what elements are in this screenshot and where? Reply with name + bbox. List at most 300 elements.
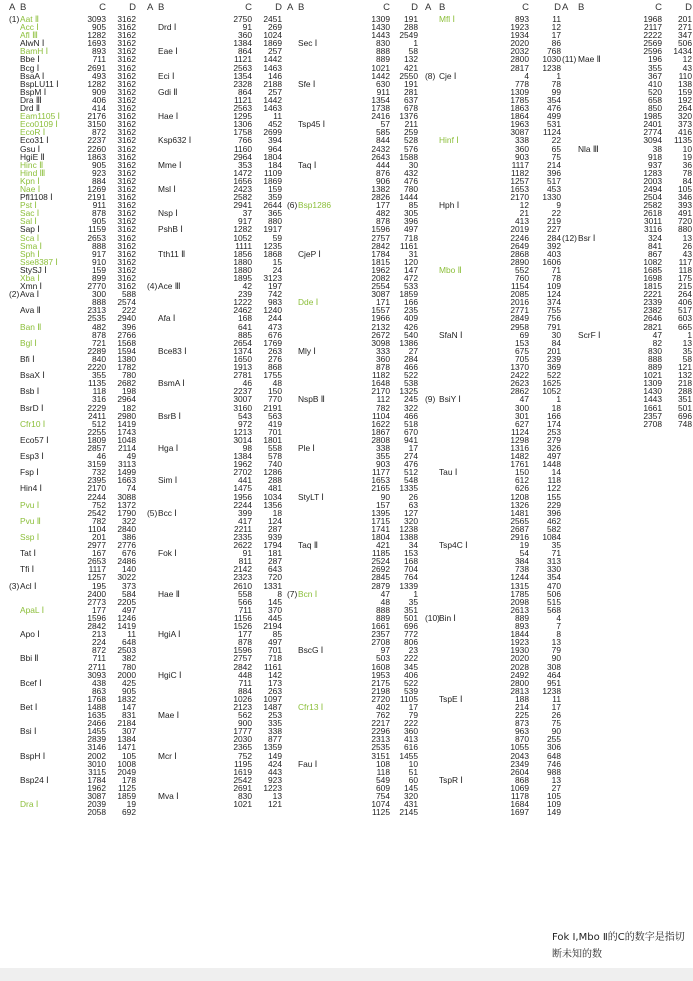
value-d: 768 <box>547 46 561 57</box>
group-number <box>147 72 158 80</box>
group-number <box>147 225 158 233</box>
value-d: 540 <box>404 329 418 340</box>
value-c: 1930 <box>510 645 529 656</box>
header-b: B <box>20 2 27 13</box>
enzyme-name <box>578 128 634 136</box>
value-d: 26 <box>408 491 418 502</box>
table-row <box>425 185 561 193</box>
value-c: 2839 <box>87 734 106 745</box>
value-d: 307 <box>122 726 136 737</box>
group-number <box>147 266 158 274</box>
value-d: 718 <box>404 232 418 243</box>
value-c: 520 <box>648 86 662 97</box>
table-row <box>147 517 282 525</box>
enzyme-name <box>439 242 495 250</box>
value-d: 1419 <box>117 621 136 632</box>
table-row <box>287 250 418 258</box>
enzyme-name <box>439 760 495 768</box>
enzyme-name: Tsp45 Ⅰ <box>298 119 326 130</box>
group-number <box>147 541 158 549</box>
group-number <box>147 687 158 695</box>
enzyme-name <box>298 47 354 55</box>
table-row <box>147 711 282 719</box>
value-c: 2842 <box>371 240 390 251</box>
enzyme-name <box>298 136 354 144</box>
group-number <box>147 776 158 784</box>
table-row <box>425 47 561 55</box>
table-row <box>147 509 282 517</box>
header-c: C <box>655 2 662 13</box>
table-row <box>287 549 418 557</box>
group-number <box>147 250 158 258</box>
table-row <box>287 557 418 565</box>
enzyme-name <box>158 768 218 776</box>
table-row <box>425 404 561 412</box>
value-c: 3010 <box>87 758 106 769</box>
group-number <box>425 225 439 233</box>
table-row <box>425 331 561 339</box>
enzyme-name <box>439 225 495 233</box>
enzyme-name <box>158 395 218 403</box>
value-d: 17 <box>551 30 561 41</box>
table-row <box>287 258 418 266</box>
enzyme-name <box>578 161 634 169</box>
group-number <box>287 565 298 573</box>
value-c: 893 <box>515 14 529 24</box>
value-c: 195 <box>92 580 106 591</box>
value-d: 2191 <box>263 402 282 413</box>
value-c: 884 <box>92 175 106 186</box>
value-c: 355 <box>376 451 390 462</box>
value-d: 696 <box>404 621 418 632</box>
value-d: 8 <box>277 588 282 599</box>
table-row <box>562 96 692 104</box>
table-row <box>147 185 282 193</box>
enzyme-name <box>298 573 354 581</box>
enzyme-name <box>439 622 495 630</box>
value-c: 1785 <box>510 588 529 599</box>
group-number <box>562 290 578 298</box>
table-row <box>425 525 561 533</box>
table-row <box>147 719 282 727</box>
value-d: 253 <box>547 426 561 437</box>
value-c: 2082 <box>371 273 390 283</box>
group-number <box>287 606 298 614</box>
value-d: 253 <box>268 710 282 721</box>
value-d: 264 <box>678 289 692 300</box>
value-d: 396 <box>122 321 136 332</box>
value-c: 1804 <box>371 532 390 542</box>
table-row <box>147 760 282 768</box>
enzyme-name <box>578 395 634 403</box>
group-number <box>425 792 439 800</box>
table-row <box>287 298 418 306</box>
value-d: 2964 <box>117 394 136 405</box>
header-d: D <box>275 2 282 13</box>
enzyme-name <box>158 533 218 541</box>
enzyme-name <box>439 509 495 517</box>
value-c: 1934 <box>510 30 529 41</box>
enzyme-name <box>578 274 634 282</box>
table-row <box>287 444 418 452</box>
value-c: 893 <box>92 46 106 57</box>
table-row <box>147 727 282 735</box>
value-c: 300 <box>515 402 529 413</box>
enzyme-name: ApaL Ⅰ <box>20 604 45 615</box>
value-c: 367 <box>648 70 662 81</box>
group-number <box>425 541 439 549</box>
value-c: 1815 <box>643 281 662 292</box>
value-d: 1048 <box>117 434 136 445</box>
header-c: C <box>245 2 252 13</box>
enzyme-name <box>298 104 354 112</box>
enzyme-name: BsaA Ⅰ <box>20 70 45 81</box>
enzyme-name <box>578 80 634 88</box>
value-d: 84 <box>682 175 692 186</box>
enzyme-name <box>158 484 218 492</box>
enzyme-name: Sma Ⅰ <box>20 240 43 251</box>
value-d: 1869 <box>263 38 282 49</box>
value-d: 3162 <box>117 208 136 219</box>
table-row <box>287 379 418 387</box>
value-c: 19 <box>519 540 529 551</box>
table-row <box>287 128 418 136</box>
enzyme-name <box>158 638 218 646</box>
enzyme-name <box>20 760 74 768</box>
enzyme-name <box>298 355 354 363</box>
group-number <box>425 371 439 379</box>
value-d: 121 <box>678 362 692 373</box>
table-row <box>425 436 561 444</box>
value-c: 3116 <box>643 224 662 235</box>
value-d: 3162 <box>117 111 136 122</box>
value-d: 1868 <box>263 248 282 259</box>
value-c: 1809 <box>87 434 106 445</box>
value-c: 2416 <box>371 111 390 122</box>
value-d: 421 <box>404 62 418 73</box>
enzyme-name <box>439 209 495 217</box>
value-d: 676 <box>122 548 136 559</box>
group-number <box>147 671 158 679</box>
value-c: 811 <box>238 556 252 567</box>
enzyme-name <box>158 760 218 768</box>
enzyme-name <box>298 23 354 31</box>
value-c: 876 <box>376 167 390 178</box>
value-c: 2708 <box>371 637 390 648</box>
group-number <box>9 250 20 258</box>
enzyme-name: TspR Ⅰ <box>439 774 463 785</box>
value-d: 153 <box>404 548 418 559</box>
value-d: 603 <box>678 313 692 324</box>
enzyme-name: Kpn Ⅰ <box>20 175 40 186</box>
value-d: 1487 <box>263 701 282 712</box>
value-c: 1354 <box>371 94 390 105</box>
value-d: 1330 <box>542 192 561 203</box>
value-d: 1325 <box>399 386 418 397</box>
group-number <box>287 428 298 436</box>
group-number <box>147 768 158 776</box>
value-c: 1863 <box>510 103 529 114</box>
value-d: 27 <box>551 782 561 793</box>
enzyme-name <box>439 306 495 314</box>
enzyme-name <box>439 743 495 751</box>
value-d: 3162 <box>117 167 136 178</box>
value-d: 539 <box>404 685 418 696</box>
group-number <box>287 703 298 711</box>
table-row <box>287 703 418 711</box>
table-row <box>287 428 418 436</box>
table-row <box>562 282 692 290</box>
enzyme-name: BspM Ⅰ <box>20 86 47 97</box>
value-c: 923 <box>92 167 106 178</box>
group-number <box>147 517 158 525</box>
table-row <box>425 395 561 403</box>
value-c: 503 <box>376 653 390 664</box>
group-number <box>147 153 158 161</box>
value-c: 1619 <box>233 766 252 777</box>
group-number <box>9 47 20 55</box>
group-number <box>287 711 298 719</box>
value-c: 159 <box>92 264 106 275</box>
group-number <box>287 509 298 517</box>
group-number <box>425 735 439 743</box>
group-number <box>425 719 439 727</box>
value-d: 105 <box>678 183 692 194</box>
value-c: 782 <box>376 402 390 413</box>
value-c: 2323 <box>233 572 252 583</box>
value-d: 147 <box>404 264 418 275</box>
table-row <box>287 727 418 735</box>
value-d: 14 <box>551 467 561 478</box>
group-number <box>9 331 20 339</box>
enzyme-name <box>439 646 495 654</box>
value-d: 501 <box>404 612 418 623</box>
group-number <box>147 711 158 719</box>
value-d: 3162 <box>117 224 136 235</box>
value-d: 780 <box>404 183 418 194</box>
value-c: 903 <box>376 459 390 470</box>
value-c: 1111 <box>235 240 252 251</box>
value-d: 1448 <box>542 459 561 470</box>
table-row <box>562 104 692 112</box>
table-row <box>287 169 418 177</box>
value-d: 770 <box>268 394 282 405</box>
value-d: 538 <box>404 378 418 389</box>
value-d: 2188 <box>263 78 282 89</box>
group-number <box>562 88 578 96</box>
group-number <box>9 314 20 322</box>
value-d: 497 <box>268 637 282 648</box>
table-row <box>562 242 692 250</box>
enzyme-name <box>439 711 495 719</box>
value-d: 780 <box>122 370 136 381</box>
value-c: 482 <box>376 208 390 219</box>
enzyme-name <box>439 153 495 161</box>
value-c: 711 <box>238 604 252 615</box>
enzyme-name: BspH Ⅰ <box>20 750 46 761</box>
group-number: (9) <box>425 394 436 405</box>
group-number <box>287 80 298 88</box>
value-c: 2211 <box>233 523 252 534</box>
value-c: 3087 <box>510 127 529 138</box>
table-row <box>562 234 692 242</box>
table-row <box>147 679 282 687</box>
table-row <box>147 23 282 31</box>
table-row <box>287 614 418 622</box>
group-number <box>287 630 298 638</box>
group-number <box>9 266 20 274</box>
value-c: 778 <box>515 78 529 89</box>
table-row <box>287 743 418 751</box>
table-row <box>147 549 282 557</box>
table-row <box>147 387 282 395</box>
group-number: (10) <box>425 612 440 623</box>
group-number <box>9 217 20 225</box>
value-d: 432 <box>404 167 418 178</box>
table-row <box>425 428 561 436</box>
group-number <box>287 185 298 193</box>
table-row <box>9 452 136 460</box>
value-c: 2043 <box>510 750 529 761</box>
enzyme-name <box>298 735 354 743</box>
value-c: 188 <box>515 693 529 704</box>
table-row <box>562 355 692 363</box>
group-number <box>287 784 298 792</box>
enzyme-name <box>439 484 495 492</box>
enzyme-name <box>158 606 218 614</box>
value-c: 2708 <box>643 418 662 429</box>
enzyme-name <box>439 663 495 671</box>
value-d: 746 <box>547 758 561 769</box>
value-d: 403 <box>547 248 561 259</box>
value-d: 1832 <box>117 693 136 704</box>
value-d: 149 <box>268 750 282 761</box>
value-d: 780 <box>122 661 136 672</box>
group-number <box>147 743 158 751</box>
enzyme-name: Ban Ⅱ <box>20 321 42 332</box>
group-number <box>147 371 158 379</box>
value-c: 1182 <box>371 370 390 381</box>
value-d: 13 <box>551 637 561 648</box>
table-row <box>425 217 561 225</box>
table-row <box>287 800 418 808</box>
table-row <box>147 323 282 331</box>
group-number <box>287 598 298 606</box>
value-c: 1488 <box>87 701 106 712</box>
value-d: 692 <box>122 807 136 818</box>
enzyme-name <box>298 379 354 387</box>
table-row <box>287 776 418 784</box>
enzyme-name <box>158 323 218 331</box>
value-d: 109 <box>547 281 561 292</box>
table-row <box>425 711 561 719</box>
value-d: 26 <box>682 240 692 251</box>
table-row <box>287 363 418 371</box>
enzyme-name <box>158 727 218 735</box>
value-c: 1656 <box>233 175 252 186</box>
enzyme-name: Pst Ⅰ <box>20 200 37 211</box>
group-number <box>9 509 20 517</box>
value-d: 370 <box>268 604 282 615</box>
table-row <box>147 47 282 55</box>
group-number <box>147 630 158 638</box>
table-row <box>147 484 282 492</box>
value-d: 110 <box>678 70 692 81</box>
value-c: 1880 <box>233 264 252 275</box>
value-c: 2422 <box>510 370 529 381</box>
value-c: 1154 <box>510 281 529 292</box>
value-d: 394 <box>268 135 282 146</box>
value-c: 2964 <box>233 151 252 162</box>
value-d: 3162 <box>117 46 136 57</box>
value-d: 354 <box>547 94 561 105</box>
enzyme-name <box>578 363 634 371</box>
value-c: 1963 <box>510 119 529 130</box>
enzyme-name: Ksp632 Ⅰ <box>158 135 192 146</box>
enzyme-name <box>298 404 354 412</box>
value-d: 118 <box>678 264 692 275</box>
value-c: 2623 <box>510 378 529 389</box>
value-c: 1026 <box>233 693 252 704</box>
enzyme-name <box>439 145 495 153</box>
value-d: 85 <box>272 629 282 640</box>
value-d: 58 <box>408 46 418 57</box>
table-row <box>9 703 136 711</box>
group-number <box>425 347 439 355</box>
value-d: 10 <box>682 143 692 154</box>
enzyme-name: Tth11 Ⅱ <box>158 248 186 259</box>
value-c: 1282 <box>233 224 252 235</box>
value-c: 2003 <box>643 175 662 186</box>
value-c: 911 <box>376 86 390 97</box>
table-row <box>287 266 418 274</box>
value-d: 1859 <box>399 289 418 300</box>
table-row <box>562 15 692 23</box>
group-number <box>287 72 298 80</box>
group-number <box>287 347 298 355</box>
value-d: 1804 <box>263 151 282 162</box>
enzyme-name <box>439 727 495 735</box>
group-number <box>147 55 158 63</box>
table-row <box>287 654 418 662</box>
value-c: 1635 <box>87 710 106 721</box>
enzyme-name <box>298 598 354 606</box>
value-d: 1471 <box>117 742 136 753</box>
table-row <box>147 250 282 258</box>
table-row <box>147 379 282 387</box>
group-number <box>425 533 439 541</box>
group-number <box>562 282 578 290</box>
value-d: 8 <box>556 629 561 640</box>
enzyme-name <box>439 549 495 557</box>
value-c: 1863 <box>87 151 106 162</box>
value-d: 235 <box>404 305 418 316</box>
group-number <box>562 331 578 339</box>
value-d: 99 <box>551 86 561 97</box>
group-number <box>287 55 298 63</box>
footnote: Fok Ⅰ,Mbo Ⅱ的C的数字是指切断未知的数 <box>552 932 685 960</box>
value-c: 2039 <box>87 799 106 810</box>
table-row <box>562 55 692 63</box>
value-c: 48 <box>380 596 390 607</box>
group-number <box>425 112 439 120</box>
value-d: 345 <box>404 661 418 672</box>
group-number <box>9 517 20 525</box>
enzyme-name <box>578 153 634 161</box>
group-number <box>562 209 578 217</box>
value-c: 3115 <box>87 766 106 777</box>
value-d: 192 <box>678 94 692 105</box>
